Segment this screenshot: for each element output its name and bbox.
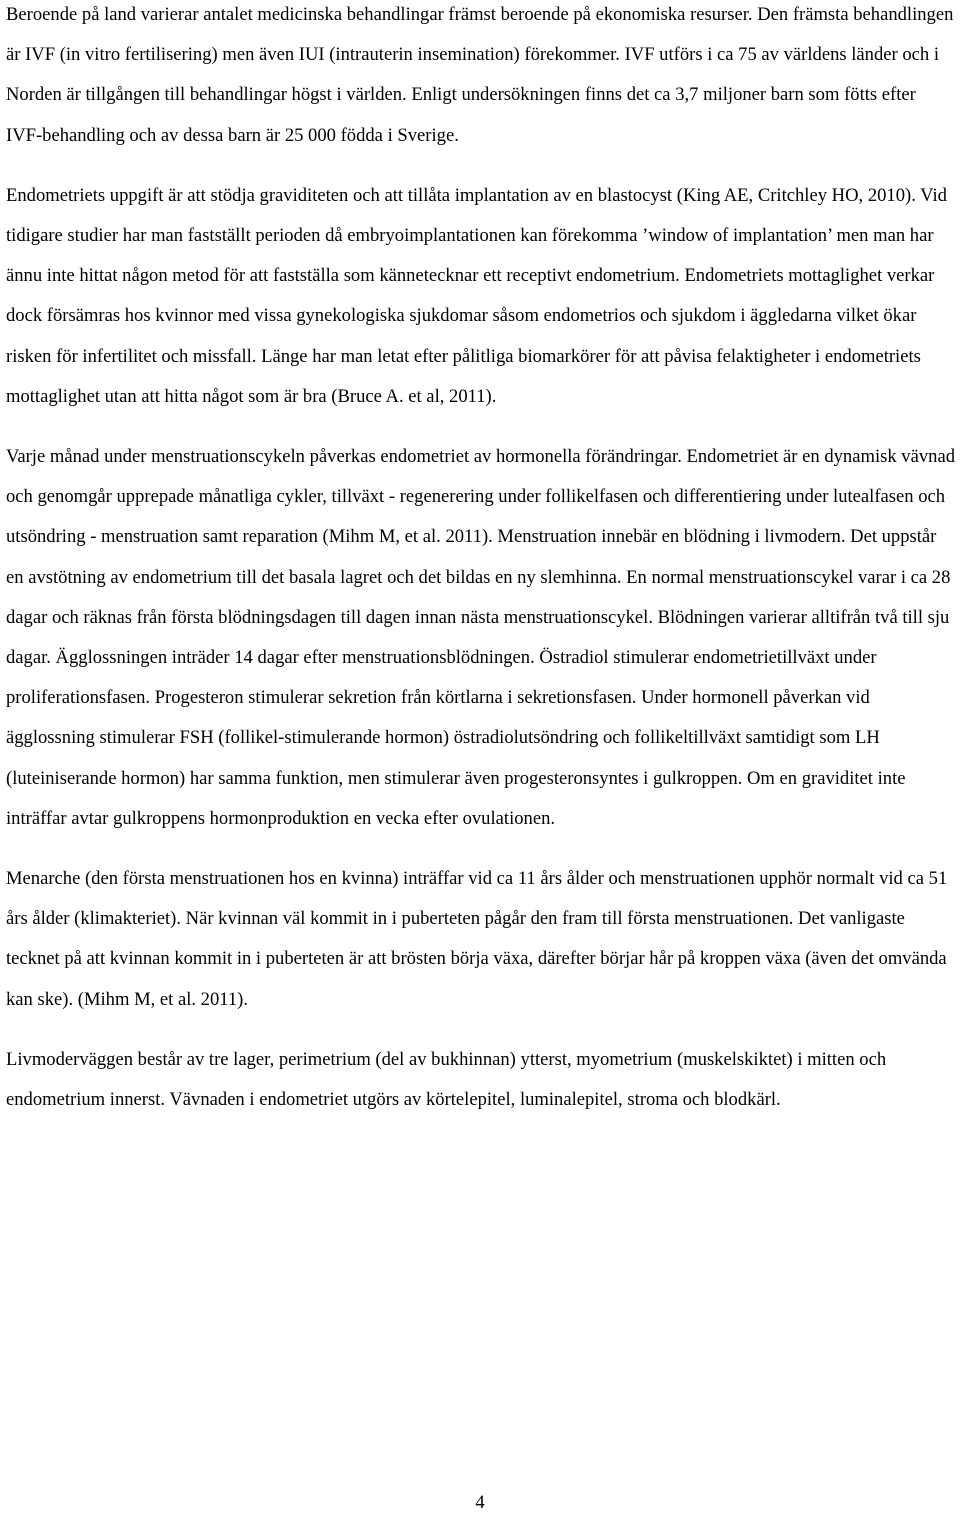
paragraph-menarche: Menarche (den första menstruationen hos en kvinna) inträffar vid ca 11 års ålder och menstruationen upphör normalt vid ca 51 års ålder (klimakteriet). När kvinnan väl kommit in i puberteten pågår den fram till första menstruationen. Det vanligaste tecknet på att kvinnan kommit in i puberteten är att brösten börja växa, därefter börjar hår på kroppen växa (även det omvända kan ske). (Mihm M, et al. 2011). (6, 868, 948, 1010)
document-body (6, 0, 956, 1140)
paragraph-uterine-wall: Livmoderväggen består av tre lager, perimetrium (del av bukhinnan) ytterst, myometrium (muskelskiktet) i mitten och endometrium innerst. Vävnaden i endometriet utgörs av körtelepitel, luminalepitel, stroma och blodkärl. (6, 1048, 887, 1111)
paragraph-ivf-treatments: Beroende på land varierar antalet medicinska behandlingar främst beroende på ekonomiska resurser. Den främsta behandlingen är IVF (in vitro fertilisering) men även IUI (intrauterin insemination) förekommer. IVF utförs i ca 75 av världens länder och i Norden är tillgången till behandlingar högst i världen. Enligt undersökningen finns det ca 3,7 miljoner barn som fötts efter IVF-behandling och av dessa barn är 25 000 födda i Sverige. (6, 4, 954, 146)
paragraph-endometrium-function: Endometriets uppgift är att stödja graviditeten och att tillåta implantation av en blastocyst (King AE, Critchley HO, 2010). Vid tidigare studier har man fastställt perioden då embryoimplantationen kan förekomma ’window of implantation’ men man har ännu inte hittat någon metod för att fastställa som kännetecknar ett receptivt endometrium. Endometriets mottaglighet verkar dock försämras hos kvinnor med vissa gynekologiska sjukdomar såsom endometrios och sjukdom i äggledarna vilket ökar risken för infertilitet och missfall. Länge har man letat efter pålitliga biomarkörer för att påvisa felaktigheter i endometriets mottaglighet utan att hitta något som är bra (Bruce A. et al, 2011). (6, 184, 947, 407)
paragraph-menstrual-cycle: Varje månad under menstruationscykeln påverkas endometriet av hormonella förändringar. Endometriet är en dynamisk vävnad och genomgår upprepade månatliga cykler, tillväxt - regenerering under follikelfasen och differentiering under lutealfasen och utsöndring - menstruation samt reparation (Mihm M, et al. 2011). Menstruation innebär en blödning i livmodern. Det uppstår en avstötning av endometrium till det basala lagret och det bildas en ny slemhinna. En normal menstruationscykel varar i ca 28 dagar och räknas från första blödningsdagen till dagen innan nästa menstruationscykel. Blödningen varierar alltifrån två till sju dagar. Ägglossningen inträder 14 dagar efter menstruationsblödningen. Östradiol stimulerar endometrietillväxt under proliferationsfasen. Progesteron stimulerar sekretion från körtlarna i sekretionsfasen. Under hormonell påverkan vid ägglossning stimulerar FSH (follikel-stimulerande hormon) östradiolutsöndring och follikeltillväxt samtidigt som LH (luteiniserande hormon) har samma funktion, men stimulerar även progesteronsyntes i gulkroppen. Om en graviditet inte inträffar avtar gulkroppens hormonproduktion en vecka efter ovulationen. (6, 446, 955, 829)
page-number: 4 (475, 1492, 485, 1513)
